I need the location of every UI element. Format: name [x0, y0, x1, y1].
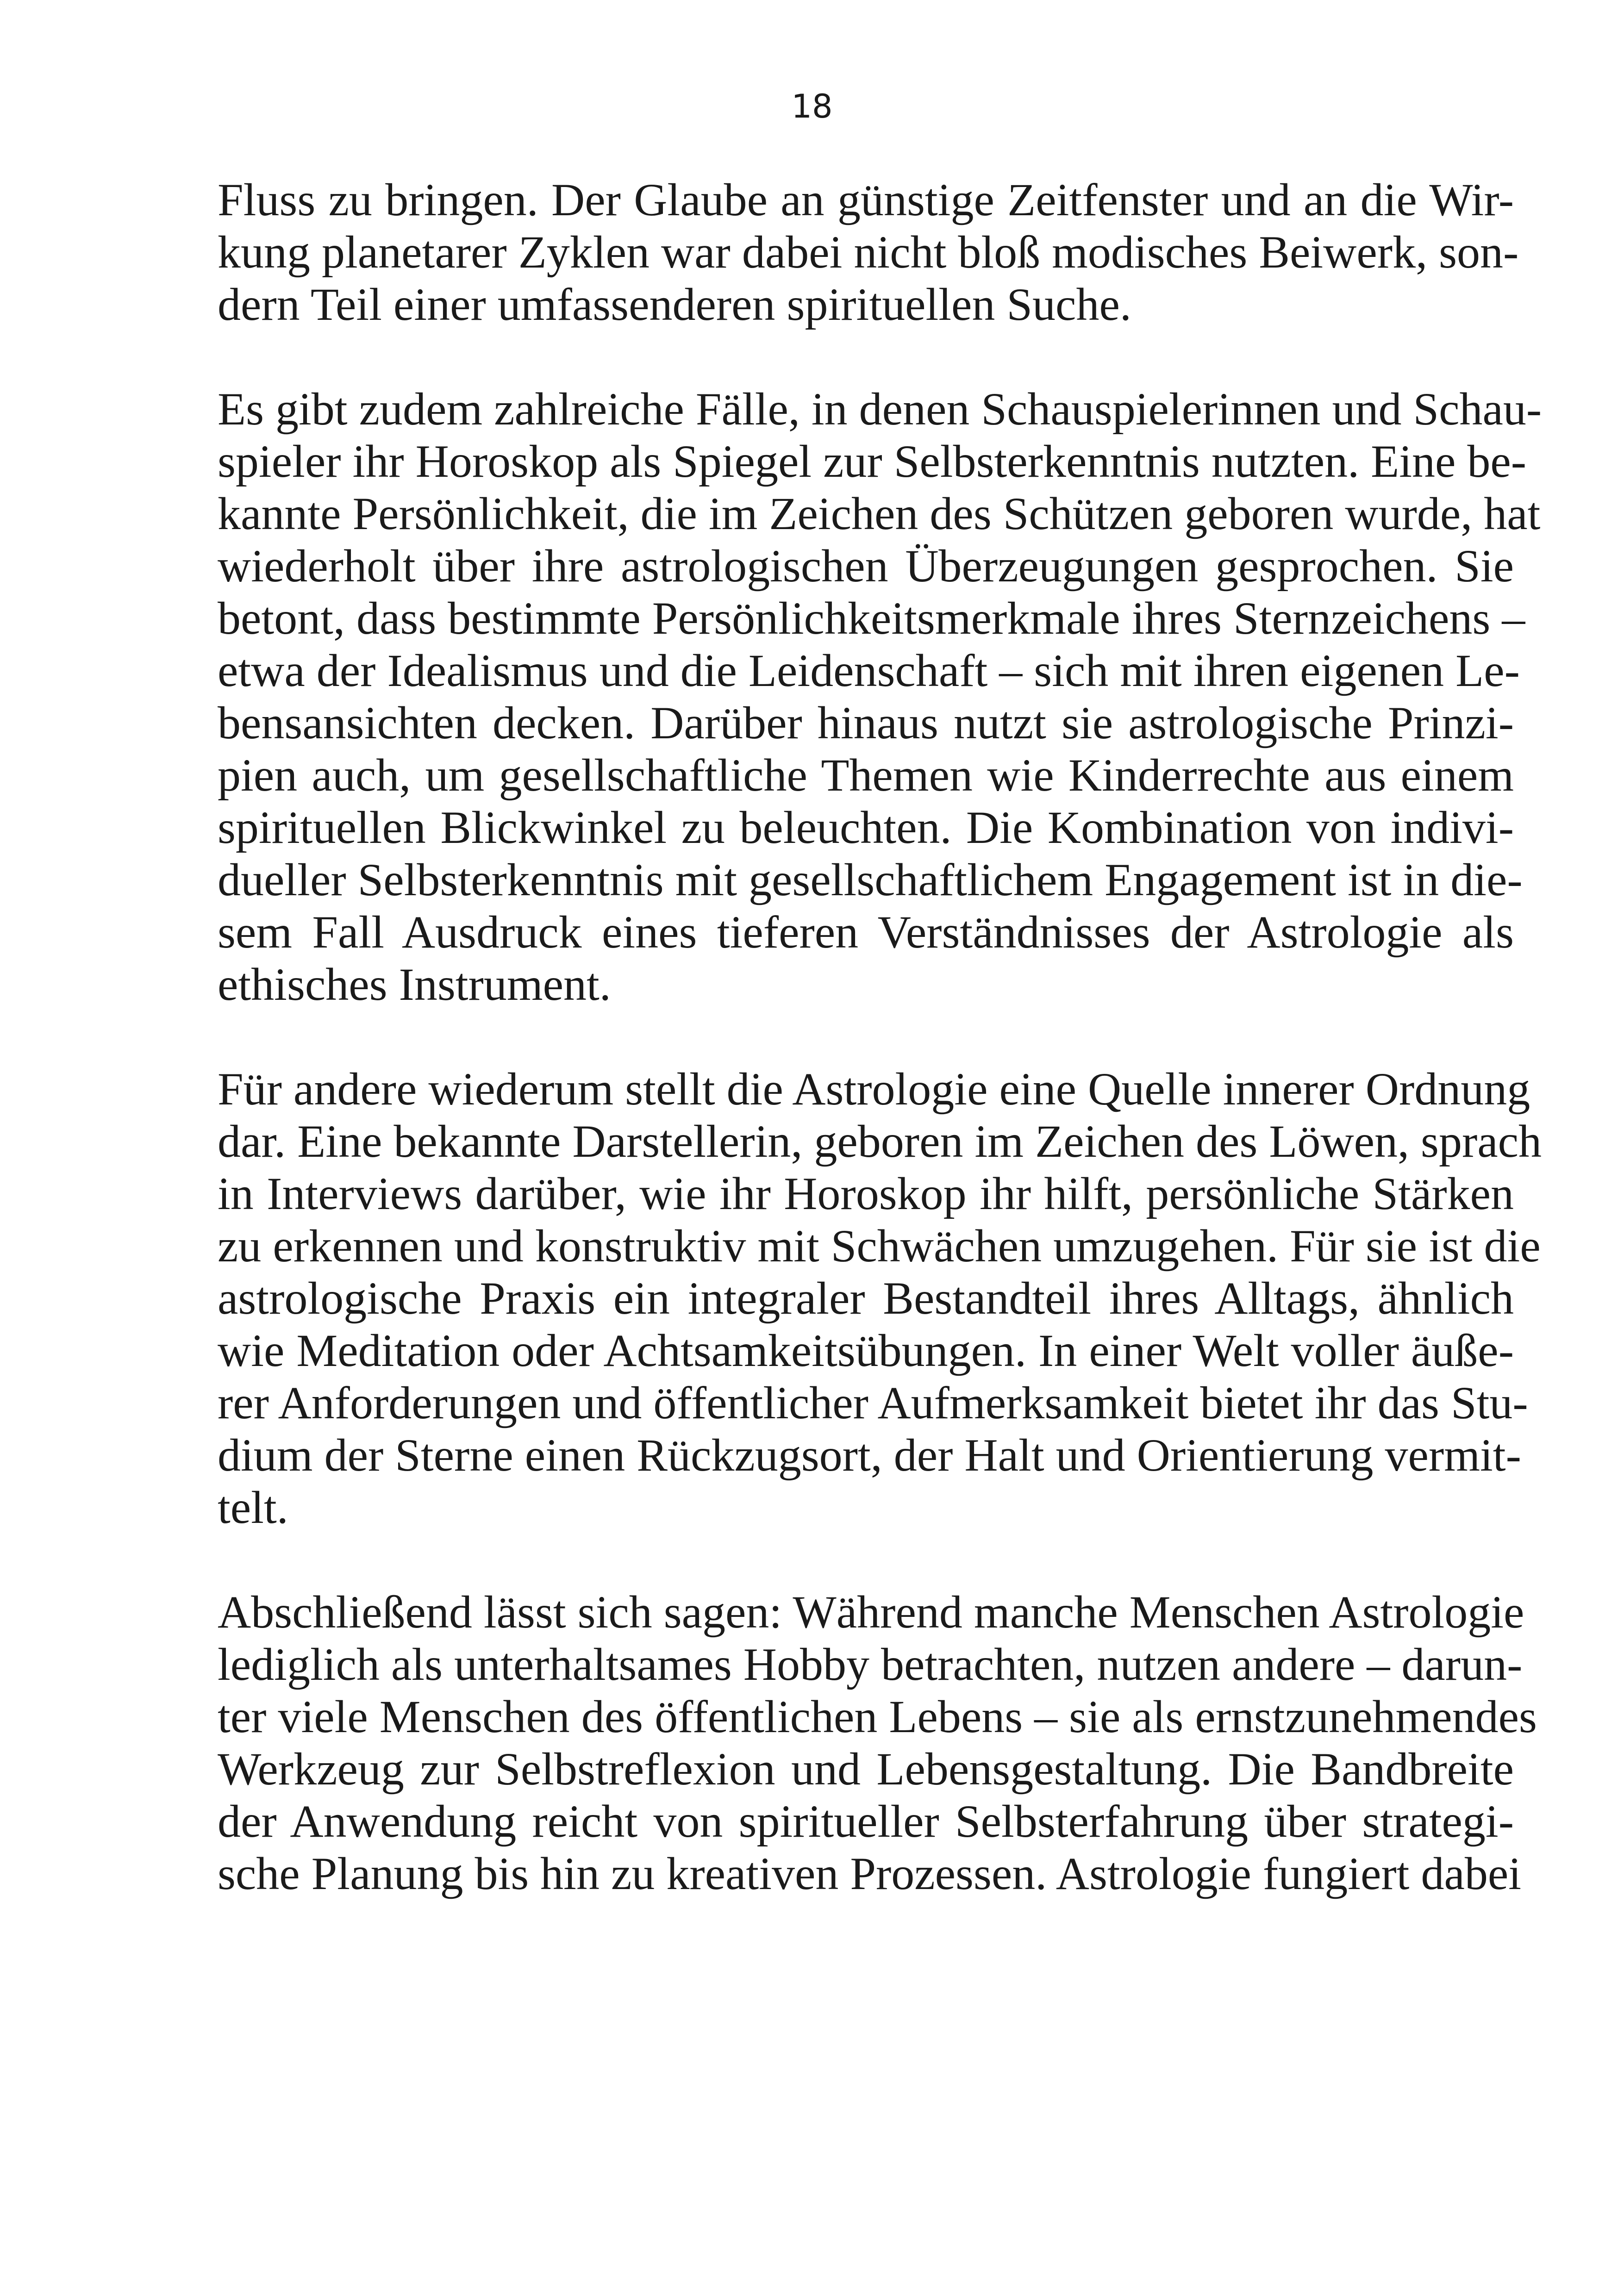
text-line: Werkzeug zur Selbstreflexion und Lebensgestaltung. Die Bandbreite — [218, 1743, 1514, 1795]
page-number: 18 — [791, 87, 833, 125]
text-line: Abschließend lässt sich sagen: Während manche Menschen Astrologie — [218, 1586, 1524, 1638]
text-line: rer Anforderungen und öffentlicher Aufmerksamkeit bietet ihr das Stu- — [218, 1377, 1528, 1428]
text-line: zu erkennen und konstruktiv mit Schwächen umzugehen. Für sie ist die — [218, 1220, 1541, 1272]
text-line: kung planetarer Zyklen war dabei nicht bloß modisches Beiwerk, son- — [218, 226, 1519, 278]
text-line: lediglich als unterhaltsames Hobby betrachten, nutzen andere – darun- — [218, 1639, 1523, 1690]
text-line: dern Teil einer umfassenderen spirituellen Suche. — [218, 279, 1131, 330]
text-line: ethisches Instrument. — [218, 959, 611, 1010]
text-line: in Interviews darüber, wie ihr Horoskop ihr hilft, persönliche Stärken — [218, 1168, 1514, 1219]
text-line: spirituellen Blickwinkel zu beleuchten. Die Kombination von indivi- — [218, 802, 1514, 853]
text-line: Es gibt zudem zahlreiche Fälle, in denen Schauspielerinnen und Schau- — [218, 383, 1542, 435]
text-line: dar. Eine bekannte Darstellerin, geboren im Zeichen des Löwen, sprach — [218, 1116, 1542, 1167]
text-line: Fluss zu bringen. Der Glaube an günstige Zeitfenster und an die Wir- — [218, 174, 1514, 225]
text-line: kannte Persönlichkeit, die im Zeichen des Schützen geboren wurde, hat — [218, 488, 1541, 539]
paragraph — [218, 1063, 1542, 1534]
text-line: bensansichten decken. Darüber hinaus nutzt sie astrologische Prinzi- — [218, 697, 1514, 748]
text-line: dium der Sterne einen Rückzugsort, der Halt und Orientierung vermit- — [218, 1429, 1521, 1481]
text-line: betont, dass bestimmte Persönlichkeitsmerkmale ihres Sternzeichens – — [218, 592, 1525, 644]
text-line: dueller Selbsterkenntnis mit gesellschaftlichem Engagement ist in die- — [218, 854, 1523, 905]
paragraph — [218, 1586, 1537, 1900]
text-line: pien auch, um gesellschaftliche Themen wie Kinderrechte aus einem — [218, 749, 1514, 801]
body-text — [218, 174, 1542, 1900]
paragraph-gap — [218, 1534, 1514, 1586]
text-line: wiederholt über ihre astrologischen Überzeugungen gesprochen. Sie — [218, 540, 1514, 592]
text-line: etwa der Idealismus und die Leidenschaft – sich mit ihren eigenen Le- — [218, 645, 1520, 696]
paragraph — [218, 174, 1519, 331]
text-line: sche Planung bis hin zu kreativen Prozessen. Astrologie fungiert dabei — [218, 1848, 1522, 1899]
paragraph — [218, 383, 1542, 1010]
text-line: der Anwendung reicht von spiritueller Selbsterfahrung über strategi- — [218, 1796, 1514, 1847]
text-line: astrologische Praxis ein integraler Bestandteil ihres Alltags, ähnlich — [218, 1272, 1514, 1324]
text-line: ter viele Menschen des öffentlichen Lebens – sie als ernstzunehmendes — [218, 1691, 1537, 1742]
text-line: sem Fall Ausdruck eines tieferen Verständnisses der Astrologie als — [218, 906, 1514, 958]
text-line: spieler ihr Horoskop als Spiegel zur Selbsterkenntnis nutzten. Eine be- — [218, 436, 1527, 487]
paragraph-gap — [218, 1010, 1514, 1063]
paragraph-gap — [218, 331, 1514, 383]
text-line: wie Meditation oder Achtsamkeitsübungen. In einer Welt voller äuße- — [218, 1325, 1514, 1376]
text-line: telt. — [218, 1482, 288, 1533]
text-line: Für andere wiederum stellt die Astrologie eine Quelle innerer Ordnung — [218, 1063, 1530, 1115]
